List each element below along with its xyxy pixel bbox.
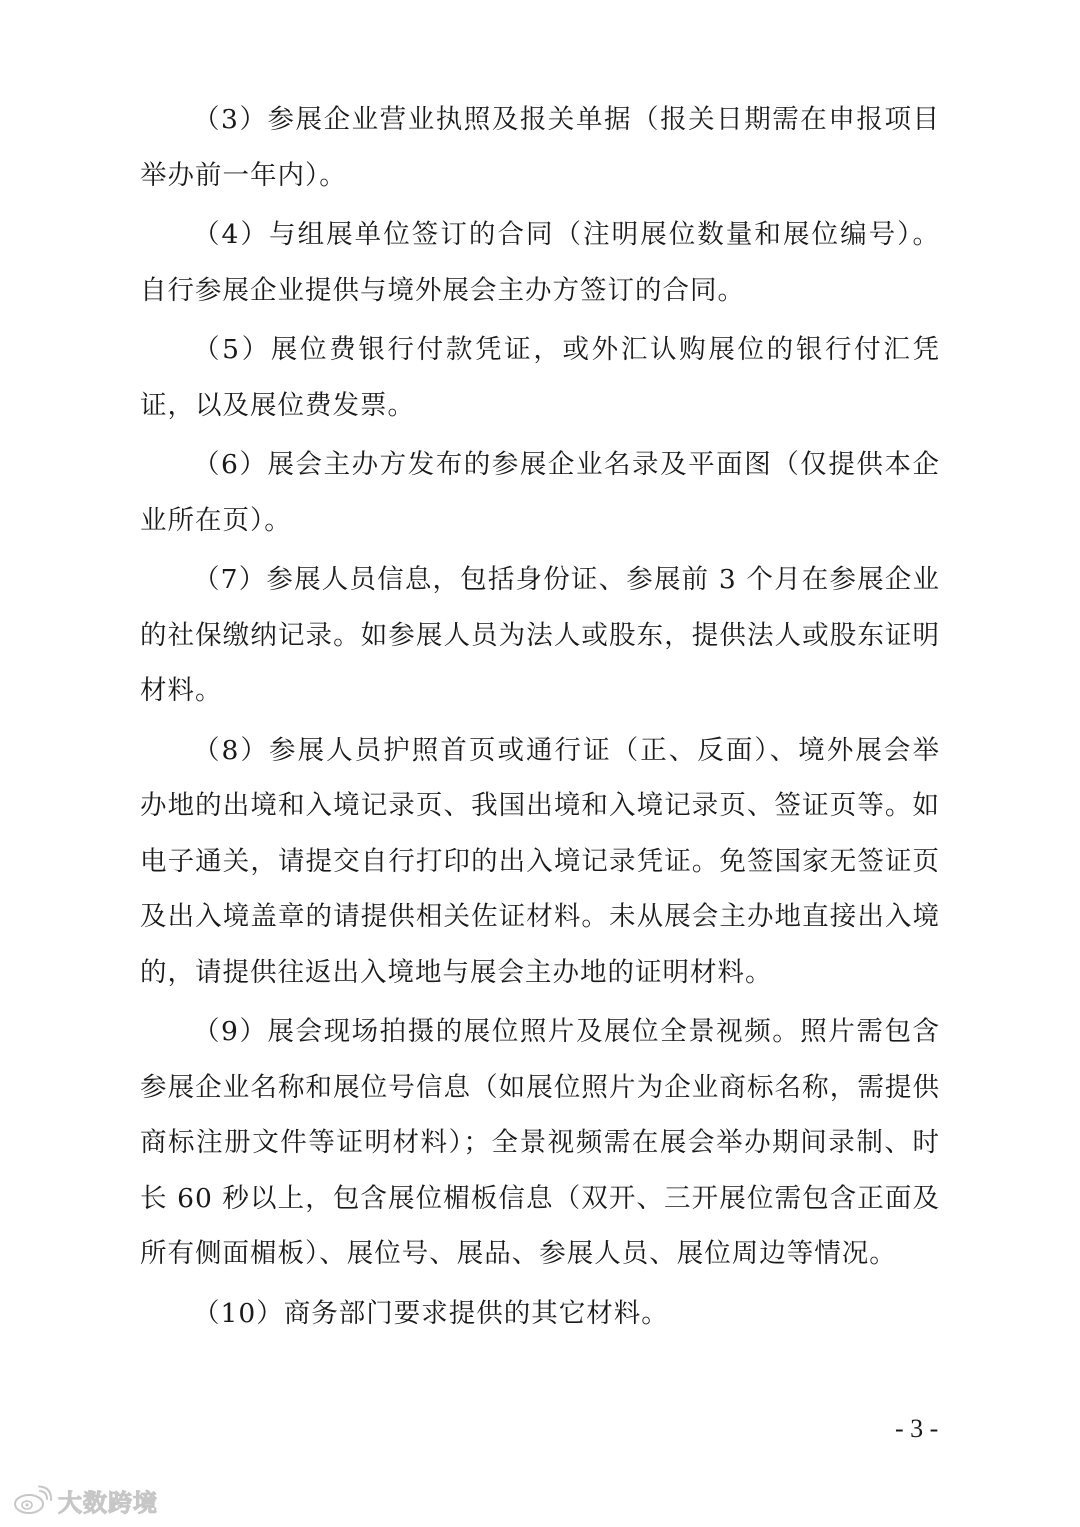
paragraph-item-7: （7）参展人员信息，包括身份证、参展前 3 个月在参展企业的社保缴纳记录。如参展人员为法人或股东，提供法人或股东证明材料。 [140, 564, 940, 706]
page-number: - 3 - [895, 1414, 939, 1443]
paragraph-item-4: （4）与组展单位签订的合同（注明展位数量和展位编号）。自行参展企业提供与境外展会主办方签订的合同。 [140, 219, 940, 306]
paragraph-item-5: （5）展位费银行付款凭证，或外汇认购展位的银行付汇凭证，以及展位费发票。 [140, 334, 940, 421]
weibo-logo-icon [12, 1485, 52, 1515]
watermark-text: 大数跨境 [58, 1488, 158, 1517]
paragraph-item-8: （8）参展人员护照首页或通行证（正、反面）、境外展会举办地的出境和入境记录页、我国出境和入境记录页、签证页等。如电子通关，请提交自行打印的出入境记录凭证。免签国家无签证页及出入境盖章的请提供相关佐证材料。未从展会主办地直接出入境的，请提供往返出入境地与展会主办地的证明材料。 [140, 734, 940, 988]
paragraph-item-3: （3）参展企业营业执照及报关单据（报关日期需在申报项目举办前一年内）。 [140, 104, 940, 191]
watermark [12, 1480, 158, 1520]
paragraph-item-10: （10）商务部门要求提供的其它材料。 [193, 1297, 669, 1329]
document-body [140, 92, 940, 1345]
paragraph-item-9: （9）展会现场拍摄的展位照片及展位全景视频。照片需包含参展企业名称和展位号信息（如展位照片为企业商标名称，需提供商标注册文件等证明材料）；全景视频需在展会举办期间录制、时长 60 秒以上，包含展位楣板信息（双开、三开展位需包含正面及所有侧面楣板）、展位号、展品、参展人员、展位周边等情况。 [140, 1016, 940, 1269]
paragraph-item-6: （6）展会主办方发布的参展企业名录及平面图（仅提供本企业所在页）。 [140, 449, 940, 536]
